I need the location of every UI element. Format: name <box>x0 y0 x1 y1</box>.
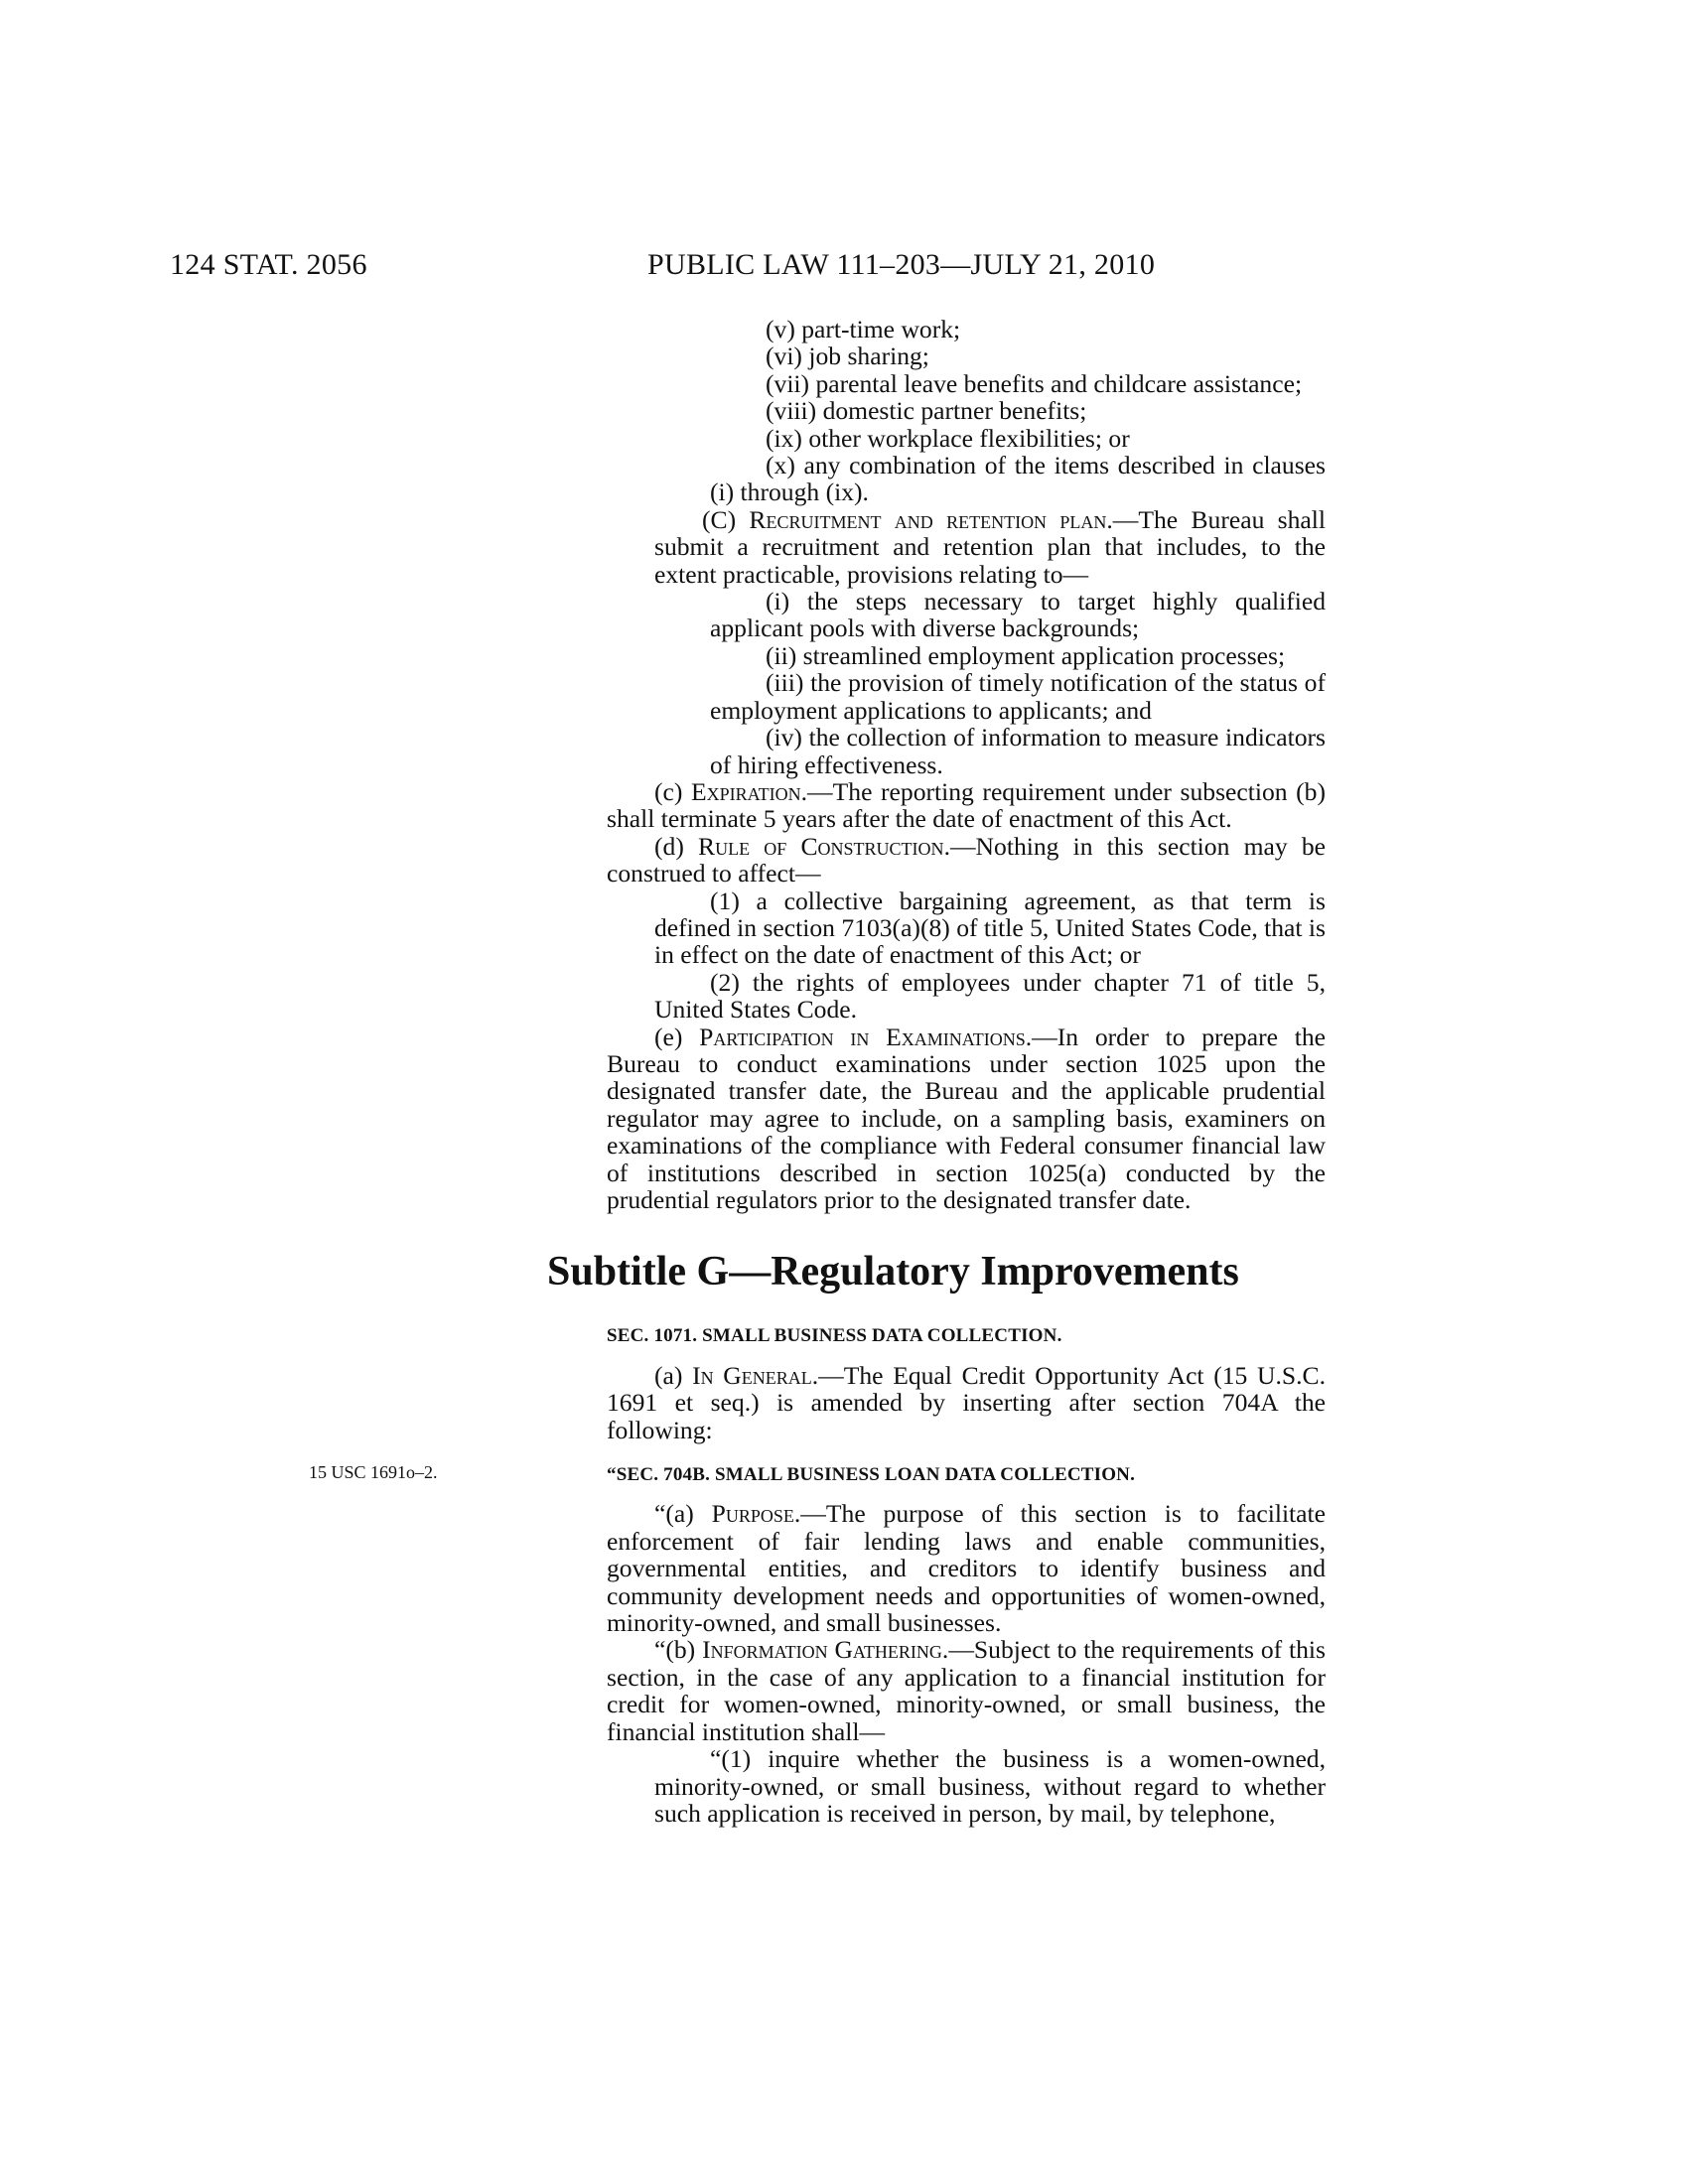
section-1071-general-paragraph <box>607 1362 1326 1443</box>
rule-item-2: (2) the rights of employees under chapter 71 of title 5, United States Code. <box>654 967 1326 1024</box>
paragraph-label: “(b) <box>654 1635 703 1665</box>
clause-vi: (vi) job sharing; <box>766 341 929 371</box>
information-gathering-item-1: “(1) inquire whether the business is a women-owned, minority-owned, or small business, without regard to whether such application is received in person, by mail, by telephone, <box>654 1744 1326 1828</box>
section-1071-heading: SEC. 1071. SMALL BUSINESS DATA COLLECTION. <box>607 1325 1062 1347</box>
paragraph-label: (c) <box>654 776 691 806</box>
clause-x: (x) any combination of the items described in clauses (i) through (ix). <box>710 451 1326 507</box>
participation-paragraph <box>607 1024 1326 1214</box>
paragraph-label: (a) <box>654 1360 693 1390</box>
paragraph-heading: Participation in Examinations <box>699 1022 1026 1051</box>
expiration-paragraph <box>607 778 1326 833</box>
paragraph-text: .—Subject to the requirements of this section, in the case of any application to a financial institution for credit for women-owned, minority-owned, or small business, the financial institution shall— <box>607 1635 1326 1746</box>
paragraph-heading: Information Gathering <box>702 1635 942 1665</box>
paragraph-label: (e) <box>654 1022 700 1051</box>
statute-reference: 124 STAT. 2056 <box>170 248 367 281</box>
paragraph-heading: Expiration <box>691 776 801 806</box>
paragraph-heading: Purpose <box>711 1499 794 1529</box>
paragraph-label: “(a) <box>654 1499 712 1529</box>
rule-item-1: (1) a collective bargaining agreement, as that term is defined in section 7103(a)(8) of title 5, United States Code, that is in effect on the date of enactment of this Act; or <box>654 886 1326 970</box>
paragraph-label: (C) <box>702 504 750 534</box>
paragraph-heading: Rule of Construction <box>698 831 944 861</box>
recruitment-clause-iii: (iii) the provision of timely notification of the status of employment applications to applicants; and <box>710 668 1326 725</box>
paragraph-label: (d) <box>654 831 699 861</box>
clause-v: (v) part-time work; <box>766 315 961 343</box>
paragraph-text: .—Nothing in this section may be construed to affect— <box>607 831 1326 888</box>
clause-vii: (vii) parental leave benefits and childcare assistance; <box>766 368 1303 398</box>
recruitment-clause-i: (i) the steps necessary to target highly qualified applicant pools with diverse backgrounds; <box>710 587 1326 643</box>
paragraph-text: .—In order to prepare the Bureau to conduct examinations under section 1025 upon the designated transfer date, the Bureau and the applicable prudential regulator may agree to include, on a sampling basis, examiners on examinations of the compliance with Federal consumer financial law of institutions described in section 1025(a) conducted by the prudential regulators prior to the designated transfer date. <box>607 1022 1326 1214</box>
paragraph-heading: Recruitment and retention plan <box>749 504 1107 534</box>
subtitle-heading: Subtitle G—Regulatory Improvements <box>547 1249 1239 1296</box>
paragraph-text: .—The Equal Credit Opportunity Act (15 U.S.C. 1691 et seq.) is amended by inserting after section 704A the following: <box>607 1360 1326 1444</box>
information-gathering-paragraph <box>607 1636 1326 1745</box>
paragraph-text: .—The purpose of this section is to facilitate enforcement of fair lending laws and enable communities, governmental entities, and creditors to identify business and community development needs and opportunities of women-owned, minority-owned, and small businesses. <box>607 1499 1326 1638</box>
paragraph-text: .—The Bureau shall submit a recruitment and retention plan that includes, to the extent practicable, provisions relating to— <box>654 504 1327 589</box>
running-header: PUBLIC LAW 111–203—JULY 21, 2010 <box>647 248 1156 281</box>
paragraph-text: .—The reporting requirement under subsection (b) shall terminate 5 years after the date of enactment of this Act. <box>607 776 1326 834</box>
recruitment-paragraph <box>607 506 1326 588</box>
rule-of-construction-paragraph <box>607 833 1326 887</box>
recruitment-clause-ii: (ii) streamlined employment application processes; <box>766 640 1286 670</box>
margin-note: 15 USC 1691o–2. <box>309 1462 438 1483</box>
clause-ix: (ix) other workplace flexibilities; or <box>766 423 1130 453</box>
paragraph-heading: In General <box>692 1360 812 1390</box>
purpose-paragraph <box>607 1500 1326 1636</box>
clause-viii: (viii) domestic partner benefits; <box>766 396 1087 426</box>
document-body <box>547 315 1327 1828</box>
section-704b-heading: “SEC. 704B. SMALL BUSINESS LOAN DATA COLLECTION. <box>607 1464 1136 1486</box>
recruitment-clause-iv: (iv) the collection of information to measure indicators of hiring effectiveness. <box>710 723 1326 779</box>
